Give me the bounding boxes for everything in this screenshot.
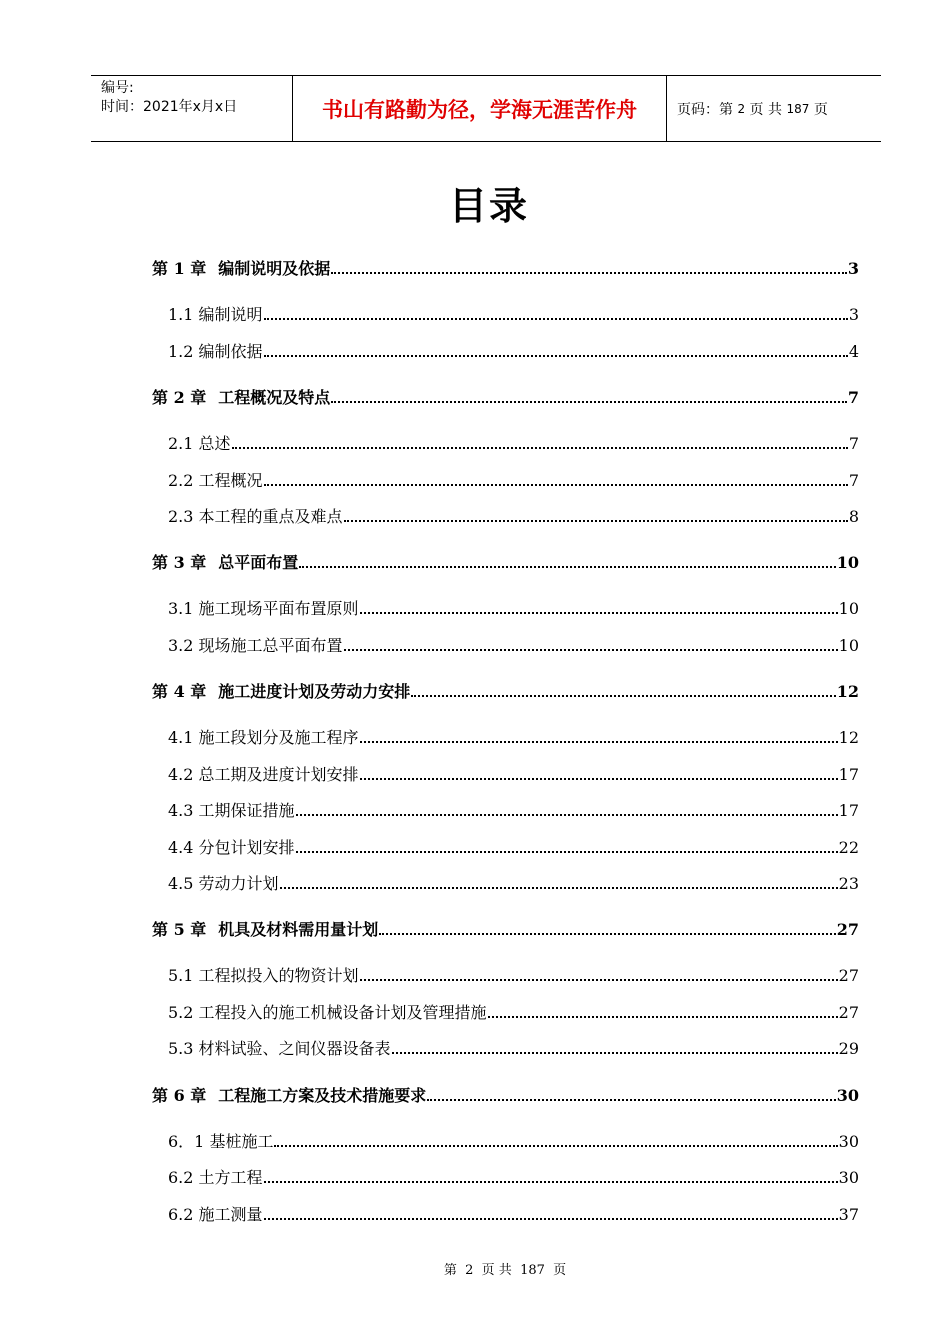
time-label: 时间：2021年x月x日 xyxy=(101,99,238,115)
toc-section-entry[interactable] xyxy=(168,727,859,748)
toc-dot-leader xyxy=(274,1131,837,1147)
toc-page-number: 29 xyxy=(838,1039,859,1058)
page-number: 2 xyxy=(737,101,746,116)
toc-entry-label: 4.5 劳动力计划 xyxy=(168,874,279,893)
toc-dot-leader xyxy=(299,552,835,568)
toc-chapter-number: 第 3 章 xyxy=(152,553,207,572)
toc-chapter-number: 第 1 章 xyxy=(152,259,207,278)
toc-page-number: 10 xyxy=(836,553,859,572)
toc-page-number: 30 xyxy=(836,1086,859,1105)
toc-dot-leader xyxy=(280,873,838,889)
toc-entry-label: 总平面布置 xyxy=(218,553,299,572)
toc-page-number: 12 xyxy=(838,728,859,747)
toc-entry-label: 5.1 工程拟投入的物资计划 xyxy=(168,966,359,985)
toc-chapter-entry[interactable] xyxy=(152,1085,859,1106)
toc-dot-leader xyxy=(360,965,838,981)
toc-page-number: 10 xyxy=(838,636,859,655)
toc-entry-label: 机具及材料需用量计划 xyxy=(218,920,379,939)
toc-entry-label: 工程施工方案及技术措施要求 xyxy=(218,1086,427,1105)
toc-dot-leader xyxy=(392,1038,838,1054)
toc-chapter-number: 第 4 章 xyxy=(152,682,207,701)
toc-page-number: 27 xyxy=(836,920,859,939)
serial-label: 编号: xyxy=(101,80,134,96)
toc-page-number: 12 xyxy=(836,682,859,701)
toc-entry-label: 4.3 工期保证措施 xyxy=(168,801,295,820)
footer-suffix: 页 xyxy=(553,1263,567,1278)
toc-entry-label: 3.1 施工现场平面布置原则 xyxy=(168,599,359,618)
toc-entry-label: 2.1 总述 xyxy=(168,434,231,453)
toc-entry-label: 1.2 编制依据 xyxy=(168,342,263,361)
toc-page-number: 7 xyxy=(847,388,859,407)
toc-chapter-entry[interactable] xyxy=(152,919,859,940)
toc-entry-label: 4.1 施工段划分及施工程序 xyxy=(168,728,359,747)
toc-page-number: 8 xyxy=(848,507,859,526)
toc-entry-label: 4.2 总工期及进度计划安排 xyxy=(168,765,359,784)
toc-title: 目录 xyxy=(448,184,529,228)
toc-page-number: 10 xyxy=(838,599,859,618)
toc-chapter-entry[interactable] xyxy=(152,681,859,702)
toc-section-entry[interactable] xyxy=(168,800,859,821)
toc-page-number: 30 xyxy=(838,1132,859,1151)
toc-section-entry[interactable] xyxy=(168,764,859,785)
toc-dot-leader xyxy=(331,387,847,403)
header-motto: 书山有路勤为径，学海无涯苦作舟 xyxy=(293,76,667,141)
toc-entry-label: 2.2 工程概况 xyxy=(168,471,263,490)
toc-entry-label: 6.2 施工测量 xyxy=(168,1205,263,1224)
toc-section-entry[interactable] xyxy=(168,837,859,858)
toc-dot-leader xyxy=(264,1167,838,1183)
toc-entry-label: 4.4 分包计划安排 xyxy=(168,838,295,857)
toc-page-number: 17 xyxy=(838,801,859,820)
page-total: 187 xyxy=(786,101,810,116)
page-mid: 页 共 xyxy=(749,101,782,118)
toc-entry-label: 1.1 编制说明 xyxy=(168,305,263,324)
toc-dot-leader xyxy=(264,304,848,320)
toc-entry-label: 编制说明及依据 xyxy=(218,259,331,278)
toc-dot-leader xyxy=(296,837,838,853)
toc-page-number: 27 xyxy=(838,966,859,985)
toc-section-entry[interactable] xyxy=(168,635,859,656)
toc-entry-label: 5.3 材料试验、之间仪器设备表 xyxy=(168,1039,391,1058)
footer-mid: 页 共 xyxy=(481,1263,512,1278)
toc-entry-label: 3.2 现场施工总平面布置 xyxy=(168,636,343,655)
toc-entry-label: 工程概况及特点 xyxy=(218,388,331,407)
toc-dot-leader xyxy=(264,470,848,486)
toc-chapter-entry[interactable] xyxy=(152,552,859,573)
toc-dot-leader xyxy=(360,598,838,614)
toc-page-number: 27 xyxy=(838,1003,859,1022)
toc-page-number: 3 xyxy=(848,305,859,324)
toc-section-entry[interactable] xyxy=(168,1204,859,1225)
toc-dot-leader xyxy=(360,764,838,780)
header-page-info xyxy=(667,76,881,141)
page-suffix: 页 xyxy=(813,101,828,118)
toc-page-number: 3 xyxy=(847,259,859,278)
toc-dot-leader xyxy=(344,506,848,522)
toc-page-number: 17 xyxy=(838,765,859,784)
toc-entry-label: 施工进度计划及劳动力安排 xyxy=(218,682,411,701)
page-footer xyxy=(0,1259,950,1278)
toc-entry-label: 6．1 基桩施工 xyxy=(168,1132,274,1151)
toc-chapter-number: 第 5 章 xyxy=(152,920,207,939)
toc-page-number: 23 xyxy=(838,874,859,893)
toc-page-number: 4 xyxy=(848,342,859,361)
toc-section-entry[interactable] xyxy=(168,1167,859,1188)
toc-page-number: 7 xyxy=(848,434,859,453)
page-header xyxy=(91,75,881,142)
toc-section-entry[interactable] xyxy=(168,1131,859,1152)
toc-dot-leader xyxy=(264,341,848,357)
toc-section-entry[interactable] xyxy=(168,1002,859,1023)
toc-dot-leader xyxy=(488,1002,838,1018)
toc-dot-leader xyxy=(379,919,835,935)
footer-page: 2 xyxy=(465,1263,474,1278)
footer-total: 187 xyxy=(520,1263,545,1278)
toc-dot-leader xyxy=(264,1204,838,1220)
toc-section-entry[interactable] xyxy=(168,598,859,619)
toc-dot-leader xyxy=(427,1085,835,1101)
toc-entry-label: 2.3 本工程的重点及难点 xyxy=(168,507,343,526)
toc-dot-leader xyxy=(411,681,835,697)
toc-chapter-entry[interactable] xyxy=(152,258,859,279)
page-prefix: 页码：第 xyxy=(677,101,733,118)
toc-section-entry[interactable] xyxy=(168,506,859,527)
toc-dot-leader xyxy=(232,433,848,449)
toc-chapter-entry[interactable] xyxy=(152,387,859,408)
toc-section-entry[interactable] xyxy=(168,304,859,325)
toc-chapter-number: 第 2 章 xyxy=(152,388,207,407)
toc-dot-leader xyxy=(296,800,838,816)
toc-section-entry[interactable] xyxy=(168,433,859,454)
toc-section-entry[interactable] xyxy=(168,965,859,986)
toc-dot-leader xyxy=(331,258,847,274)
toc-page-number: 7 xyxy=(848,471,859,490)
footer-prefix: 第 xyxy=(443,1263,457,1278)
toc-page-number: 37 xyxy=(838,1205,859,1224)
toc-entry-label: 6.2 土方工程 xyxy=(168,1168,263,1187)
toc-entry-label: 5.2 工程投入的施工机械设备计划及管理措施 xyxy=(168,1003,487,1022)
toc-chapter-number: 第 6 章 xyxy=(152,1086,207,1105)
toc-page-number: 22 xyxy=(838,838,859,857)
toc-section-entry[interactable] xyxy=(168,470,859,491)
toc-section-entry[interactable] xyxy=(168,341,859,362)
toc-page-number: 30 xyxy=(838,1168,859,1187)
toc-section-entry[interactable] xyxy=(168,873,859,894)
toc-dot-leader xyxy=(344,635,838,651)
toc-section-entry[interactable] xyxy=(168,1038,859,1059)
toc-dot-leader xyxy=(360,727,838,743)
header-info xyxy=(91,76,293,141)
